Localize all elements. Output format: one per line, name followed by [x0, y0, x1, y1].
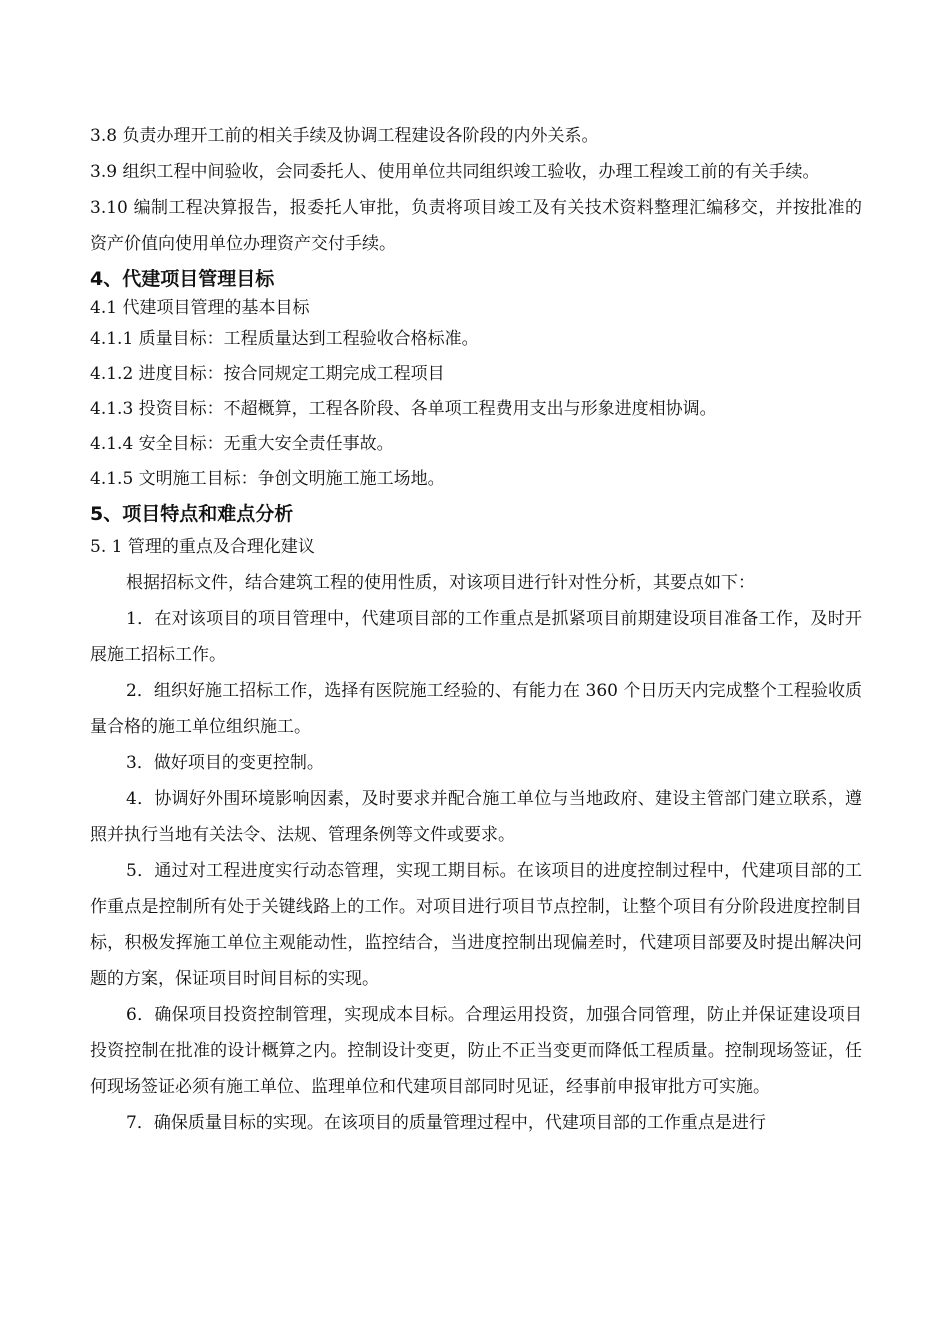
- paragraph-4-1-4: 4.1.4 安全目标：无重大安全责任事故。: [90, 434, 394, 454]
- document-page: [90, 118, 862, 1141]
- subsection-4-1: 4.1 代建项目管理的基本目标: [90, 298, 310, 318]
- paragraph-point-4: 4．协调好外围环境影响因素，及时要求并配合施工单位与当地政府、建设主管部门建立联系，遵照并执行当地有关法令、法规、管理条例等文件或要求。: [90, 789, 862, 845]
- paragraph-point-1: 1．在对该项目的项目管理中，代建项目部的工作重点是抓紧项目前期建设项目准备工作，及时开展施工招标工作。: [90, 609, 862, 665]
- paragraph-point-6: 6．确保项目投资控制管理，实现成本目标。合理运用投资，加强合同管理，防止并保证建设项目投资控制在批准的设计概算之内。控制设计变更，防止不正当变更而降低工程质量。控制现场签证，任何现场签证必须有施工单位、监理单位和代建项目部同时见证，经事前申报审批方可实施。: [90, 1005, 862, 1097]
- paragraph-point-7: 7．确保质量目标的实现。在该项目的质量管理过程中，代建项目部的工作重点是进行: [126, 1113, 766, 1133]
- section-heading-5: 5、项目特点和难点分析: [90, 503, 294, 525]
- subsection-5-1: 5. 1 管理的重点及合理化建议: [90, 537, 315, 557]
- paragraph-4-1-5: 4.1.5 文明施工目标：争创文明施工施工场地。: [90, 469, 445, 489]
- paragraph-point-2: 2．组织好施工招标工作，选择有医院施工经验的、有能力在 360 个日历天内完成整个工程验收质量合格的施工单位组织施工。: [90, 681, 862, 737]
- paragraph-3-8: 3.8 负责办理开工前的相关手续及协调工程建设各阶段的内外关系。: [90, 126, 599, 146]
- paragraph-point-5: 5．通过对工程进度实行动态管理，实现工期目标。在该项目的进度控制过程中，代建项目部的工作重点是控制所有处于关键线路上的工作。对项目进行项目节点控制，让整个项目有分阶段进度控制目标，积极发挥施工单位主观能动性，监控结合，当进度控制出现偏差时，代建项目部要及时提出解决问题的方案，保证项目时间目标的实现。: [90, 861, 862, 989]
- paragraph-3-9: 3.9 组织工程中间验收，会同委托人、使用单位共同组织竣工验收，办理工程竣工前的有关手续。: [90, 162, 820, 182]
- paragraph-3-10: 3.10 编制工程决算报告，报委托人审批，负责将项目竣工及有关技术资料整理汇编移交，并按批准的资产价值向使用单位办理资产交付手续。: [90, 198, 862, 254]
- paragraph-point-3: 3．做好项目的变更控制。: [126, 753, 324, 773]
- paragraph-4-1-3: 4.1.3 投资目标：不超概算，工程各阶段、各单项工程费用支出与形象进度相协调。: [90, 399, 717, 419]
- paragraph-4-1-1: 4.1.1 质量目标：工程质量达到工程验收合格标准。: [90, 329, 479, 349]
- section-heading-4: 4、代建项目管理目标: [90, 268, 275, 290]
- paragraph-4-1-2: 4.1.2 进度目标：按合同规定工期完成工程项目: [90, 364, 445, 384]
- paragraph-intro: 根据招标文件，结合建筑工程的使用性质，对该项目进行针对性分析，其要点如下：: [126, 573, 755, 593]
